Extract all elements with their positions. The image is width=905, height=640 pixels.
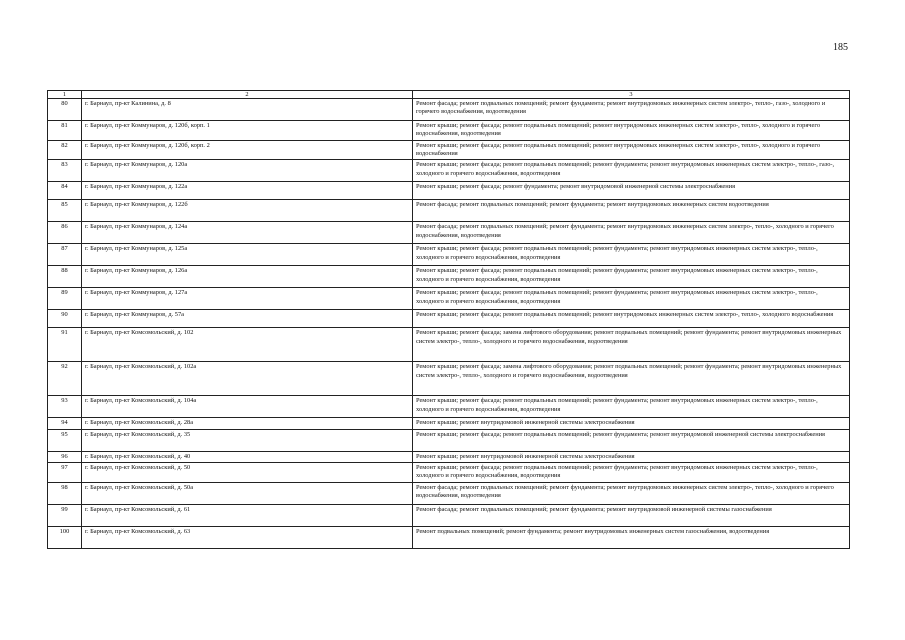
row-address: г. Барнаул, пр-кт Комсомольский, д. 102а	[82, 362, 413, 396]
row-number: 92	[48, 362, 82, 396]
table-row	[48, 310, 850, 328]
page-number: 185	[833, 42, 848, 53]
row-address: г. Барнаул, пр-кт Коммунаров, д. 122б	[82, 200, 413, 222]
row-number: 86	[48, 222, 82, 244]
row-address: г. Барнаул, пр-кт Коммунаров, д. 126а	[82, 266, 413, 288]
table-row	[48, 182, 850, 200]
table-row	[48, 504, 850, 526]
row-number: 95	[48, 429, 82, 451]
row-address: г. Барнаул, пр-кт Комсомольский, д. 104а	[82, 396, 413, 418]
row-address: г. Барнаул, пр-кт Комсомольский, д. 28а	[82, 418, 413, 429]
row-address: г. Барнаул, пр-кт Коммунаров, д. 124а	[82, 222, 413, 244]
table-row	[48, 482, 850, 504]
row-address: г. Барнаул, пр-кт Комсомольский, д. 50	[82, 462, 413, 482]
row-number: 87	[48, 244, 82, 266]
row-address: г. Барнаул, пр-кт Коммунаров, д. 57а	[82, 310, 413, 328]
row-works: Ремонт крыши; ремонт фасада; ремонт подвальных помещений; ремонт внутридомовых инженерных систем электро-, тепло-, холодного и горячего водоснабжения	[413, 140, 850, 160]
row-address: г. Барнаул, пр-кт Коммунаров, д. 127а	[82, 288, 413, 310]
header-cell-works: 3	[413, 91, 850, 99]
table-row	[48, 266, 850, 288]
row-number: 93	[48, 396, 82, 418]
row-number: 85	[48, 200, 82, 222]
row-number: 99	[48, 504, 82, 526]
repair-register-table	[47, 90, 850, 549]
row-number: 83	[48, 160, 82, 182]
row-address: г. Барнаул, пр-кт Комсомольский, д. 102	[82, 328, 413, 362]
table-row	[48, 244, 850, 266]
table-row	[48, 362, 850, 396]
table-row	[48, 526, 850, 548]
header-cell-number: 1	[48, 91, 82, 99]
row-works: Ремонт крыши; ремонт фасада; ремонт подвальных помещений; ремонт фундамента; ремонт внутридомовых инженерных систем электро-, тепло-, газо-, холодного и горячего водоснабжения, водоотведения	[413, 160, 850, 182]
table-row	[48, 328, 850, 362]
header-row	[48, 91, 850, 99]
table-row	[48, 99, 850, 121]
table-row	[48, 121, 850, 141]
row-number: 91	[48, 328, 82, 362]
table-row	[48, 451, 850, 462]
row-address: г. Барнаул, пр-кт Коммунаров, д. 125а	[82, 244, 413, 266]
row-number: 88	[48, 266, 82, 288]
row-number: 84	[48, 182, 82, 200]
row-number: 97	[48, 462, 82, 482]
row-works: Ремонт крыши; ремонт фасада; ремонт подвальных помещений; ремонт фундамента; ремонт внутридомовых инженерных систем электро-, тепло-, холодного и горячего водоснабжения, водоотведения	[413, 462, 850, 482]
row-number: 96	[48, 451, 82, 462]
table-row	[48, 222, 850, 244]
table-row	[48, 429, 850, 451]
row-works: Ремонт крыши; ремонт фасада; ремонт подвальных помещений; ремонт фундамента; ремонт внутридомовых инженерных систем электро-, тепло-, холодного и горячего водоснабжения, водоотведения	[413, 396, 850, 418]
row-number: 98	[48, 482, 82, 504]
row-address: г. Барнаул, пр-кт Коммунаров, д. 122а	[82, 182, 413, 200]
row-works: Ремонт подвальных помещений; ремонт фундамента; ремонт внутридомовых инженерных систем газоснабжения, водоотведения	[413, 526, 850, 548]
row-works: Ремонт крыши; ремонт внутридомовой инженерной системы электроснабжения	[413, 418, 850, 429]
row-works: Ремонт крыши; ремонт фасада; ремонт подвальных помещений; ремонт фундамента; ремонт внутридомовых инженерных систем электро-, тепло-, холодного и горячего водоснабжения, водоотведения	[413, 244, 850, 266]
row-number: 89	[48, 288, 82, 310]
row-works: Ремонт фасада; ремонт подвальных помещений; ремонт фундамента; ремонт внутридомовой инженерной системы газоснабжения	[413, 504, 850, 526]
row-number: 90	[48, 310, 82, 328]
row-address: г. Барнаул, пр-кт Коммунаров, д. 120а	[82, 160, 413, 182]
row-works: Ремонт крыши; ремонт фасада; замена лифтового оборудования; ремонт подвальных помещений; ремонт фундамента; ремонт внутридомовых инженерных систем электро-, тепло-, холодного и горячего водоснабжения, водоотведения	[413, 362, 850, 396]
row-address: г. Барнаул, пр-кт Коммунаров, д. 120б, корп. 2	[82, 140, 413, 160]
table-row	[48, 160, 850, 182]
row-works: Ремонт крыши; ремонт внутридомовой инженерной системы электроснабжения	[413, 451, 850, 462]
row-works: Ремонт фасада; ремонт подвальных помещений; ремонт фундамента; ремонт внутридомовых инженерных систем электро-, тепло-, газо-, холодного и горячего водоснабжения, водоотведения	[413, 99, 850, 121]
row-works: Ремонт фасада; ремонт подвальных помещений; ремонт фундамента; ремонт внутридомовых инженерных систем водоотведения	[413, 200, 850, 222]
row-works: Ремонт крыши; ремонт фасада; ремонт фундамента; ремонт внутридомовой инженерной системы электроснабжения	[413, 182, 850, 200]
row-address: г. Барнаул, пр-кт Комсомольский, д. 61	[82, 504, 413, 526]
row-works: Ремонт фасада; ремонт подвальных помещений; ремонт фундамента; ремонт внутридомовых инженерных систем электро-, тепло-, холодного и горячего водоснабжения, водоотведения	[413, 222, 850, 244]
row-address: г. Барнаул, пр-кт Коммунаров, д. 120б, корп. 1	[82, 121, 413, 141]
row-number: 100	[48, 526, 82, 548]
row-number: 94	[48, 418, 82, 429]
row-works: Ремонт крыши; ремонт фасада; замена лифтового оборудования; ремонт подвальных помещений; ремонт фундамента; ремонт внутридомовых инженерных систем электро-, тепло-, холодного и горячего водоснабжения, водоотведения	[413, 328, 850, 362]
table-row	[48, 418, 850, 429]
row-works: Ремонт крыши; ремонт фасада; ремонт подвальных помещений; ремонт внутридомовых инженерных систем электро-, тепло-, холодного и горячего водоснабжения, водоотведения	[413, 121, 850, 141]
row-address: г. Барнаул, пр-кт Комсомольский, д. 50а	[82, 482, 413, 504]
row-address: г. Барнаул, пр-кт Комсомольский, д. 40	[82, 451, 413, 462]
row-works: Ремонт крыши; ремонт фасада; ремонт подвальных помещений; ремонт фундамента; ремонт внутридомовых инженерных систем электро-, тепло-, холодного и горячего водоснабжения, водоотведения	[413, 266, 850, 288]
row-works: Ремонт фасада; ремонт подвальных помещений; ремонт фундамента; ремонт внутридомовых инженерных систем электро-, тепло-, холодного и горячего водоснабжения, водоотведения	[413, 482, 850, 504]
row-number: 80	[48, 99, 82, 121]
table-row	[48, 396, 850, 418]
row-number: 81	[48, 121, 82, 141]
row-address: г. Барнаул, пр-кт Комсомольский, д. 63	[82, 526, 413, 548]
row-works: Ремонт крыши; ремонт фасада; ремонт подвальных помещений; ремонт фундамента; ремонт внутридомовой инженерной системы электроснабжения	[413, 429, 850, 451]
table-row	[48, 140, 850, 160]
table-row	[48, 200, 850, 222]
row-number: 82	[48, 140, 82, 160]
row-address: г. Барнаул, пр-кт Калинина, д. 8	[82, 99, 413, 121]
table-row	[48, 288, 850, 310]
row-address: г. Барнаул, пр-кт Комсомольский, д. 35	[82, 429, 413, 451]
header-cell-address: 2	[82, 91, 413, 99]
table-row	[48, 462, 850, 482]
row-works: Ремонт крыши; ремонт фасада; ремонт подвальных помещений; ремонт фундамента; ремонт внутридомовых инженерных систем электро-, тепло-, холодного и горячего водоснабжения, водоотведения	[413, 288, 850, 310]
row-works: Ремонт крыши; ремонт фасада; ремонт подвальных помещений; ремонт внутридомовых инженерных систем электро-, тепло-, холодного водоснабжения	[413, 310, 850, 328]
